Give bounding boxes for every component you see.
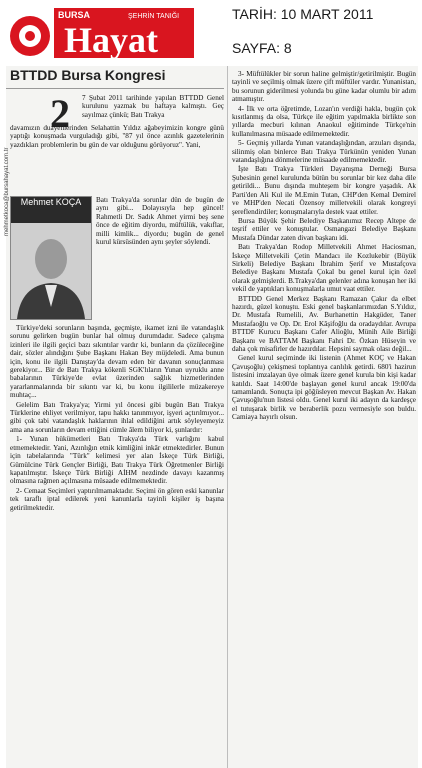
paragraph: Bursa Büyük Şehir Belediye Başkanımız Recep Altepe de teşrif ettiler ve konuştular. Osmangazi Belediye Başkanı Mustafa Dündar zaten divan başkanı idi. xyxy=(232,216,416,242)
right-column xyxy=(232,66,416,768)
newspaper-clipping xyxy=(6,66,418,768)
author-portrait xyxy=(11,223,91,319)
paragraph: 3- Müftülükler bir sorun haline gelmiştir/getirilmiştir. Bugün tayinli ve seçilmiş olmak üzere çift müftüler vardır. Yunanistan, bu sorunun giderilmesi yolunda bu güne kadar olumlu bir adım atmamıştır. xyxy=(232,70,416,104)
bursa-hayat-logo xyxy=(8,4,196,62)
author-email: mehmetkoca@bursahayat.com.tr xyxy=(4,147,10,236)
paragraph: Genel kurul seçiminde iki listenin (Ahmet KOÇ ve Hakan Çavuşoğlu) çekişmesi toplantıya canlılık getirdi. 680'i hazirun listesini imzalayan üye olmak üzere genel kurula bin kişi kadar katıldı. Saat 14:00'de başlayan genel kurul ancak 19:00'da tamamlandı. Sonuçta ipi göğüsleyen mevcut Başkan Av. Hakan Çavuşoğlu'nun listesi oldu. Genel kurul iki adayın da kardeşçe el tutuşarak birlik ve beraberlik pozu vermesiyle son buldu. Camiaya hayırlı olsun. xyxy=(232,354,416,422)
paragraph: Türkiye'deki sorunların başında, geçmişte, ikamet izni ile vatandaşlık sorunu gelirken bugün bunlar hal olmuş durumdadır. Sadece çalışma izinleri ile ilgili geçici bazı sıkıntılar vardır ki, bunların da çözüleceğine dair, sözler alındığını Şube Başkanı Hakan Bey müjdeledi. Ama bunun için, konu ile ilgili Danıştay'da devam eden bir davanın sonuçlanması gerekiyor... Bir de Batı Trakya kökenli SGK'lıların Yunan uyruklu anne babalarının Türkiye'de evlat üzerinden sağlık hizmetlerinden yararlanmalarında bir sıkıntı var ki, bu konu ilgililerle müzakereye muhtaç... xyxy=(10,324,224,400)
svg-text:BURSA: BURSA xyxy=(58,10,91,20)
svg-text:Hayat: Hayat xyxy=(64,20,158,60)
drop-cap: 2 xyxy=(50,91,70,136)
intro-continued: davamızın duayenlerinden Selahattin Yıldız ağabeyimizin kongre günü yaptığı konuşmada vurguladığı gibi, "87 yıl önce azınlık gazetelerinin yazdıkları problemlerin bu gün de var olduğunu görüyoruz". Yani, xyxy=(10,124,224,149)
left-body xyxy=(10,324,224,513)
paragraph: 2- Cemaat Seçimleri yaptırılmamaktadır. Seçimi ön gören eski kanunlar tek taraflı iptal edilerek yeni kanunlarla tayinli kişiler iş başına getirilmektedir. xyxy=(10,486,224,512)
clipping-date: TARİH: 10 MART 2011 xyxy=(232,6,374,22)
author-name: Mehmet KOÇA xyxy=(11,197,91,223)
paragraph: İşte Batı Trakya Türkleri Dayanışma Derneği Bursa Şubesinin genel kurulunda bütün bu sorunlar bir kez daha dile getirildi... Bunu dışında muhteşem bir kongre yaşadık. Ak Parti'den Ali Kul ile M.Emin Tutan, CHP'den Kemal Demirel ve MHP'den Necati Özensoy milletvekili olarak kongreyi şereflendirdiler; konuşmalarıyla destek vaat ettiler. xyxy=(232,165,416,216)
text-beside-photo: Batı Trakya'da sorunlar dün de bugün de aynı gibi... Dolayısıyla hep güncel! Rahmetli Dr. Sadık Ahmet yirmi beş sene önce de eğitim diyordu, müftülük, vakıflar, milli kimlik... diyordu; bugün de genel kurul kürsüsünden aynı şeyler söylendi. xyxy=(96,196,224,247)
column-divider xyxy=(227,66,228,768)
paragraph: Gelelim Batı Trakya'ya; Yirmi yıl öncesi gibi bugün Batı Trakya Türklerine ehliyet verilmiyor, tapu hakkı tanınmıyor, işyeri açtırılmıyor... gibi çok tabi vatandaşlık haklarının ihlal edildiğini artık söyleyemeyiz ama ana sorunların devam ettiğini cümle âlem biliyor ki, şunlardır: xyxy=(10,400,224,434)
author-photo xyxy=(10,196,92,320)
clipping-page: SAYFA: 8 xyxy=(232,40,292,56)
paragraph: 4- İlk ve orta öğretimde, Lozan'ın verdiği hakla, bugün çok kısıtlanmış da olsa, Türkçe ile eğitim yapılmakla birlikte son yıllarda mecburi kılınan Anaokul eğitiminde Türkçe'nin kullanılmasına müsaade edilmemektedir. xyxy=(232,104,416,138)
right-body xyxy=(232,70,416,423)
left-column xyxy=(6,66,224,768)
svg-text:ŞEHRİN TANIĞI: ŞEHRİN TANIĞI xyxy=(128,13,180,20)
paragraph: 5- Geçmiş yıllarda Yunan vatandaşlığından, arzuları dışında, silinmiş olan binlerce Batı Trakya Türkünün yeniden Yunan vatandaşlığına dönmelerine müsaade edilmemektedir. xyxy=(232,139,416,165)
intro-text: 7 Şubat 2011 tarihinde yapılan BTTDD Genel kurulunu yazmak bu haftaya kalmıştı. Geç sayılmaz çünkü; Batı Trakya xyxy=(82,94,224,119)
paragraph: Batı Trakya'dan Rodop Milletvekili Ahmet Haciosman, İskeçe Milletvekili Çetin Mandacı ile Kozlukebir (Büyük Sirkeli) Belediye Başkanı İbrahim Şerif ve Mustafçova Belediye Başkanı Mustafa Çokal bu genel kurul için özel olarak gelmişlerdi. B.Trakya'dan gelenler adına konuşan her iki vekil de yaptıkları konuşmalarla umut vaat ettiler. xyxy=(232,243,416,294)
paragraph: 1- Yunan hükümetleri Batı Trakya'da Türk varlığını kabul etmemektedir. Yani, Azınlığın etnik kimliğini inkâr etmektedirler. Bunun için tabelalarında "Türk" kelimesi yer alan İskeçe Türk Birliği, Gümülcine Türk Gençler Birliği, Batı Trakya Türk Öğretmenler Birliği kapatılmıştır. İskeçe Türk Birliği AİHM nezdinde davayı kazanmış olmasına rağmen açılmasına müsaade edilmemektedir. xyxy=(10,435,224,486)
article-title: BTTDD Bursa Kongresi xyxy=(10,67,166,83)
paragraph: BTTDD Genel Merkez Başkanı Ramazan Çakır da elbet hazırdı, güzel konuştu. Eski genel başkanlarımızdan S.Yıldız, Dr. Mustafa Rumelili, Av. Burhanettin Hakgüder, Taner Mustafaoğlu ve Op. Dr. Erol Kâşifoğlu da oradaydılar. Avrupa BTTDF Kurucu Başkanı Cafer Alioğlu, Münih Aile Birliği Başkanı ve BATTAM Başkanı Fahri Dr. Özkan Hüseyin ve daha çok misafirler de hazırdılar. Hepsini saymak olası değil... xyxy=(232,294,416,353)
title-bar xyxy=(6,67,224,89)
clipping-header xyxy=(0,0,422,66)
